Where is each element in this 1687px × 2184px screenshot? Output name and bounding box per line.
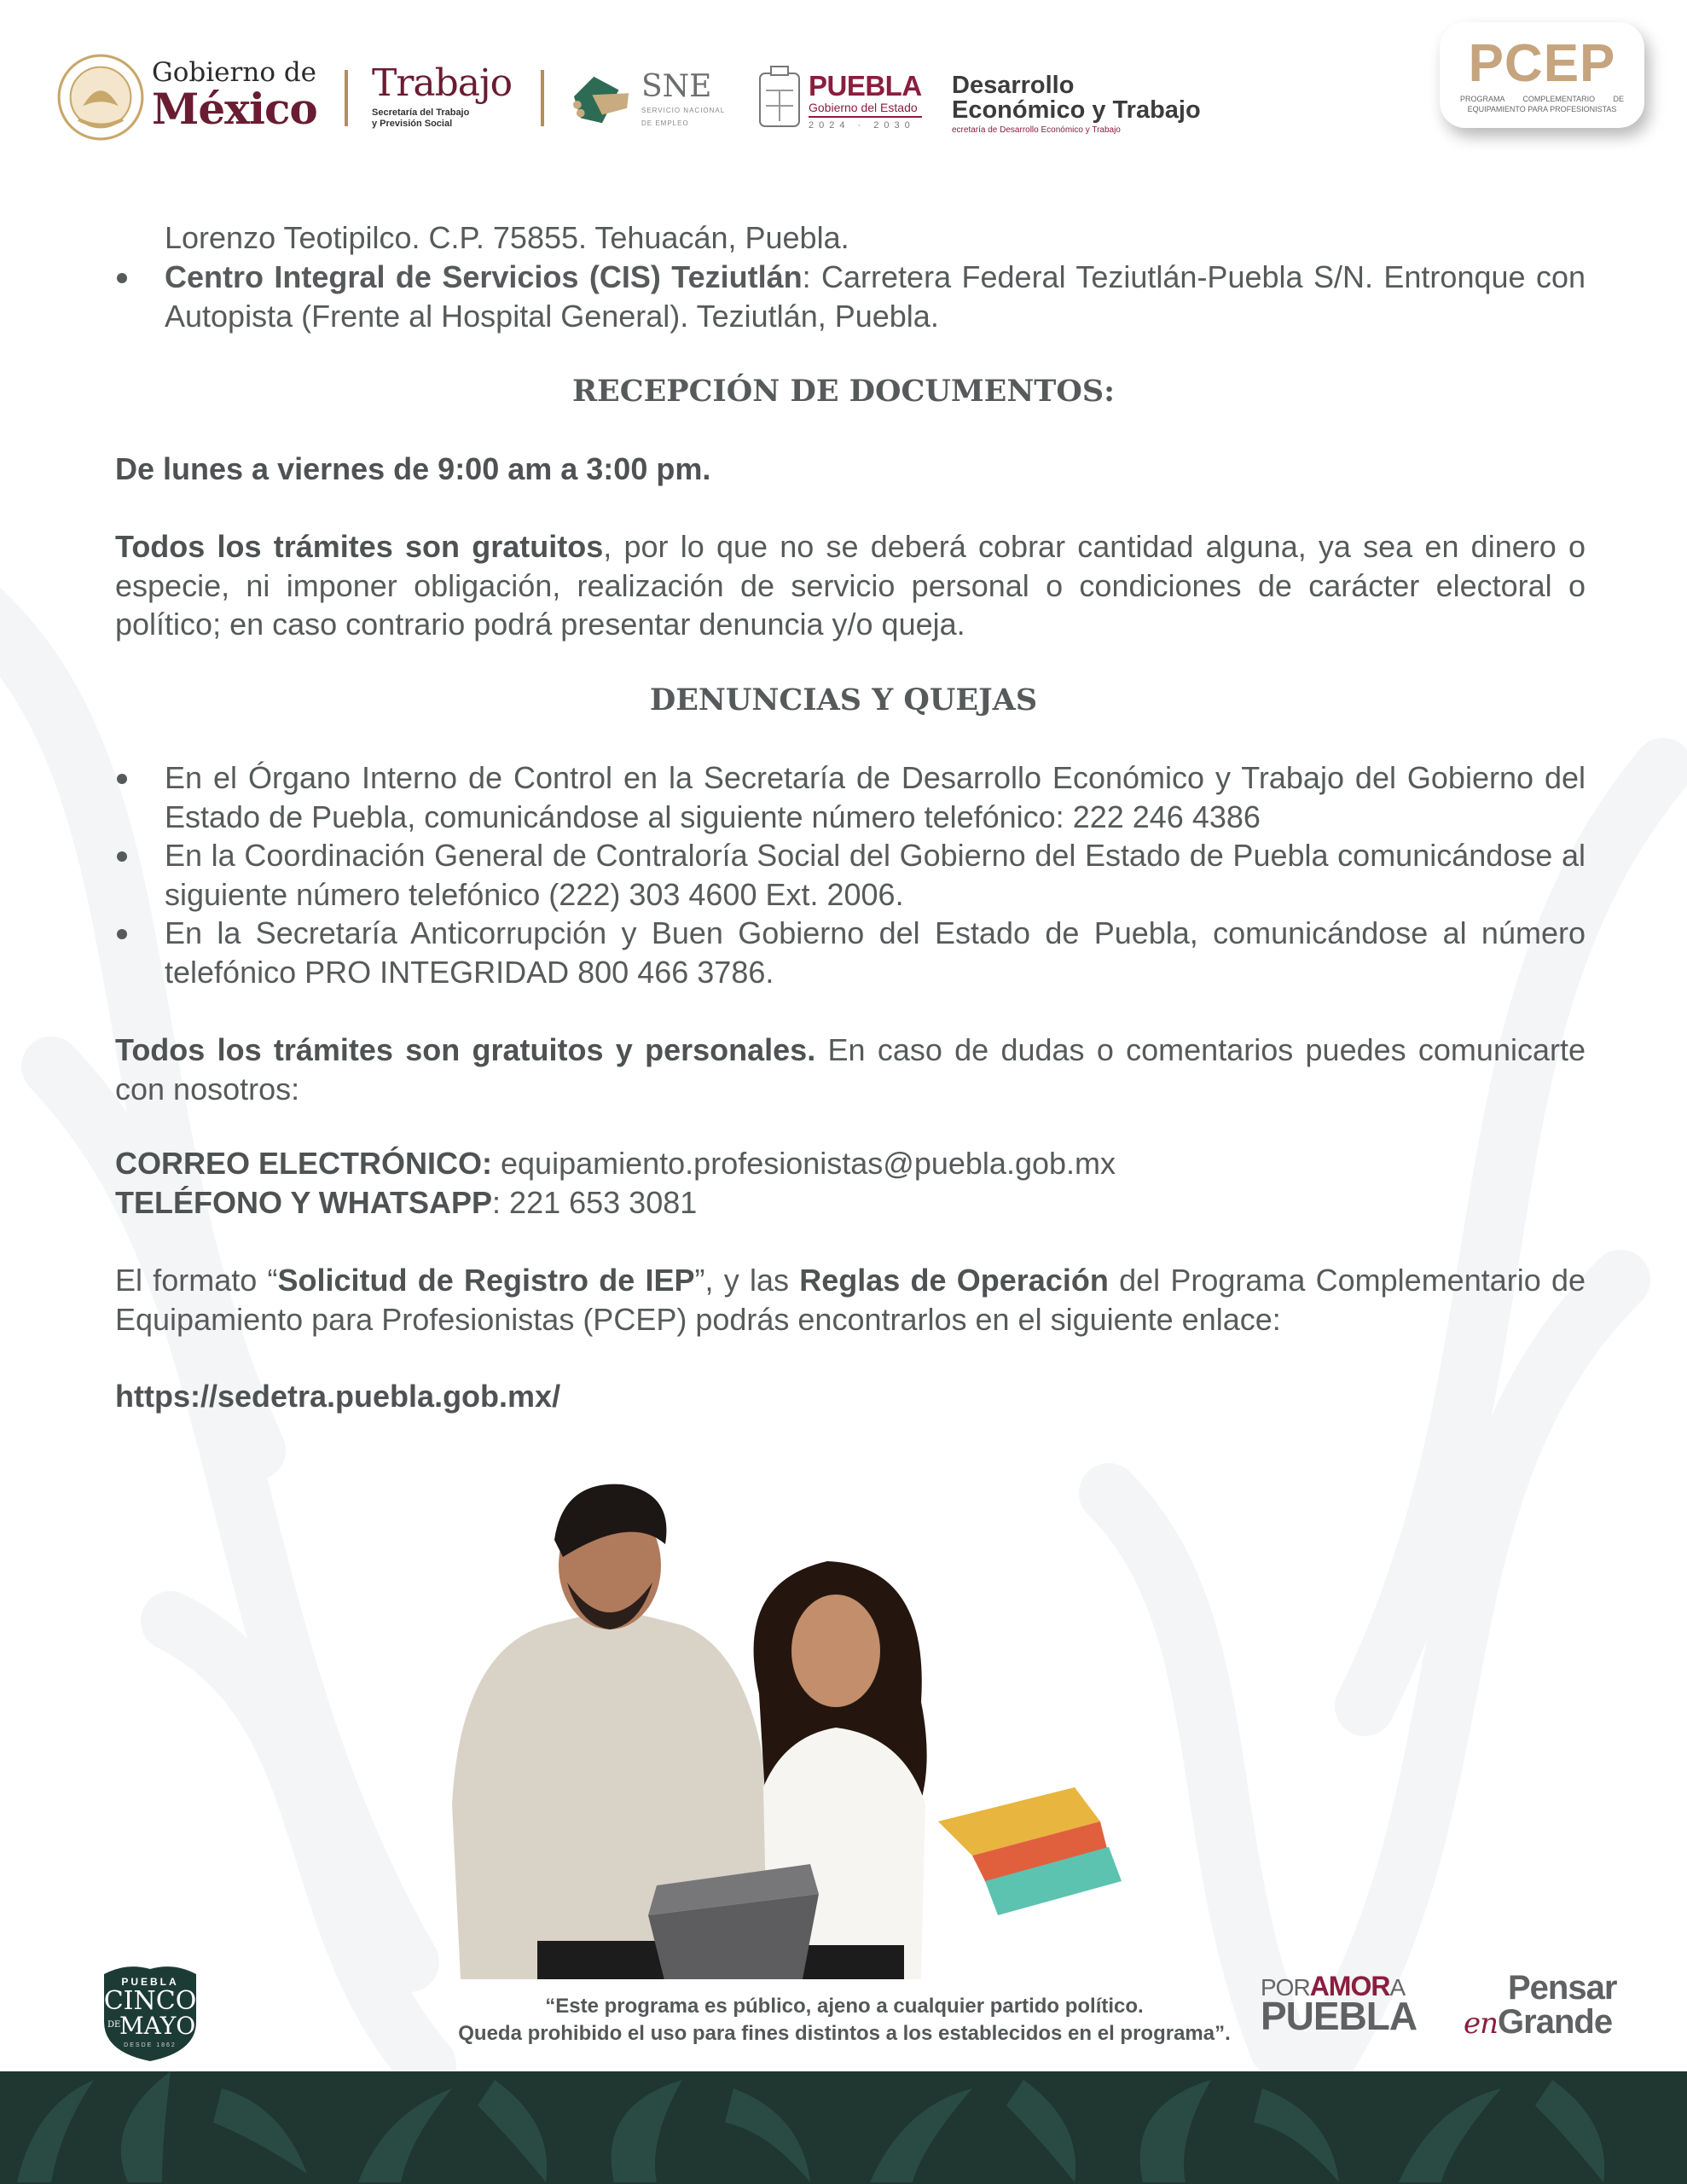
complaint-item (115, 836, 1586, 914)
phone-label: TELÉFONO Y WHATSAPP (115, 1185, 493, 1220)
sne-sub2: DE EMPLEO (641, 119, 689, 127)
personal-paragraph (115, 1031, 1586, 1108)
badge-cinco: CINCO (103, 1986, 197, 2016)
puebla-gobierno-logo (809, 72, 922, 131)
pensar-grande: Grande (1498, 2003, 1613, 2041)
cinco-de-mayo-badge (101, 1962, 200, 2063)
disclaimer-line2: Queda prohibido el uso para fines distintos a los establecidos en el programa”. (458, 2022, 1231, 2045)
format-bold2: Reglas de Operación (799, 1263, 1109, 1298)
complaint-text: En la Coordinación General de Contraloría Social del Gobierno del Estado de Puebla comunicándose al siguiente número telefónico (222) 303 4600 Ext. 2006. (165, 838, 1586, 912)
format-bold1: Solicitud de Registro de IEP (277, 1263, 695, 1298)
complaints-heading: DENUNCIAS Y QUEJAS (649, 682, 1038, 717)
badge-mayo: MAYO (119, 2012, 196, 2040)
badge-puebla: PUEBLA (121, 1976, 179, 1988)
list-item-cis (115, 258, 1586, 335)
pensar-word: Pensar (1508, 1969, 1617, 2007)
mexico-seal-icon (56, 53, 145, 142)
det-line2: Económico y Trabajo (952, 96, 1201, 124)
gobierno-de-mexico-logo (152, 57, 317, 134)
por-amor-a-puebla-logo (1261, 1972, 1417, 2036)
amor-amor: AMOR (1309, 1971, 1390, 2001)
det-sub: ecretaría de Desarrollo Económico y Trabajo (952, 125, 1121, 135)
footer-pattern-band (0, 2071, 1687, 2184)
complaint-text: En el Órgano Interno de Control en la Secretaría de Desarrollo Económico y Trabajo del Gobierno del Estado de Puebla, comunicándose al siguiente número telefónico: 222 246 4386 (165, 760, 1586, 834)
divider (345, 70, 348, 126)
badge-desde: DESDE 1862 (124, 2042, 177, 2048)
email-label: CORREO ELECTRÓNICO: (115, 1146, 493, 1181)
divider (541, 70, 544, 126)
complaint-item (115, 758, 1586, 836)
amor-a: A (1389, 1974, 1406, 2001)
free-text: , por lo que no se deberá cobrar cantidad alguna, ya sea en dinero o especie, ni imponer obligación, realización de servicio personal o condiciones de carácter electoral o político; en caso contrario podrá presentar denuncia y/o queja. (115, 529, 1586, 642)
format-mid: ”, y las (694, 1263, 800, 1298)
trabajo-title: Trabajo (372, 61, 513, 105)
puebla-sub: Gobierno del Estado (809, 102, 922, 118)
trabajo-logo (372, 61, 513, 130)
email-link[interactable]: equipamiento.profesionistas@puebla.gob.mx (492, 1146, 1116, 1181)
leaf-pattern (0, 2071, 1687, 2184)
gobierno-line2: México (152, 84, 317, 134)
pcep-title: PCEP (1468, 34, 1616, 93)
pcep-sub: PROGRAMA COMPLEMENTARIO DE EQUIPAMIENTO PARA PROFESIONISTAS (1460, 95, 1624, 113)
personal-bold: Todos los trámites son gratuitos y personales. (115, 1032, 816, 1067)
phone-number: : 221 653 3081 (492, 1185, 698, 1220)
amor-por: POR (1261, 1974, 1310, 2001)
amor-puebla: PUEBLA (1261, 1994, 1417, 2038)
complaint-text: En la Secretaría Anticorrupción y Buen Gobierno del Estado de Puebla, comunicándose al número telefónico PRO INTEGRIDAD 800 466 3786. (165, 915, 1586, 990)
phone-line (115, 1183, 1586, 1223)
badge-de: DE (107, 2020, 121, 2030)
pcep-logo (1440, 22, 1644, 128)
gobierno-line1: Gobierno de (152, 57, 317, 88)
sne-handshake-icon (569, 72, 635, 130)
sne-sub1: SERVICIO NACIONAL (641, 107, 726, 114)
sne-logo (641, 69, 726, 128)
pensar-en-grande-logo (1464, 1971, 1616, 2039)
format-pre: El formato “ (115, 1263, 278, 1298)
reception-hours: De lunes a viernes de 9:00 am a 3:00 pm. (115, 451, 711, 486)
sedetra-link[interactable]: https://sedetra.puebla.gob.mx/ (115, 1379, 561, 1414)
cis-address: : Carretera Federal Teziutlán-Puebla S/N. Entronque con Autopista (Frente al Hospital General). Teziutlán, Puebla. (165, 259, 1586, 334)
complaint-item (115, 914, 1586, 991)
puebla-title: PUEBLA (809, 70, 922, 102)
puebla-years: 2024 · 2030 (809, 120, 915, 131)
cis-name: Centro Integral de Servicios (CIS) Teziutlán (165, 259, 803, 294)
professionals-photo (426, 1480, 1143, 1979)
pensar-en: en (1464, 2007, 1499, 2041)
disclaimer-line1: “Este programa es público, ajeno a cualquier partido político. (545, 1995, 1144, 2018)
free-paragraph (115, 527, 1586, 644)
free-bold: Todos los trámites son gratuitos (115, 529, 604, 564)
reception-heading: RECEPCIÓN DE DOCUMENTOS: (571, 374, 1116, 409)
trabajo-sub2: y Previsión Social (372, 119, 453, 129)
header-logos (0, 0, 1687, 171)
det-line1: Desarrollo (952, 72, 1075, 99)
email-line (115, 1144, 1586, 1183)
address-continuation: Lorenzo Teotipilco. C.P. 75855. Tehuacán, Puebla. (165, 220, 849, 255)
personal-text: En caso de dudas o comentarios puedes comunicarte con nosotros: (115, 1032, 1586, 1107)
puebla-shield-icon (757, 65, 802, 133)
sne-title: SNE (641, 69, 712, 104)
format-paragraph (115, 1261, 1586, 1339)
trabajo-sub1: Secretaría del Trabajo (372, 107, 470, 118)
format-post: del Programa Complementario de Equipamiento para Profesionistas (PCEP) podrás encontrarlos en el siguiente enlace: (115, 1263, 1586, 1337)
desarrollo-economico-logo (952, 73, 1201, 135)
